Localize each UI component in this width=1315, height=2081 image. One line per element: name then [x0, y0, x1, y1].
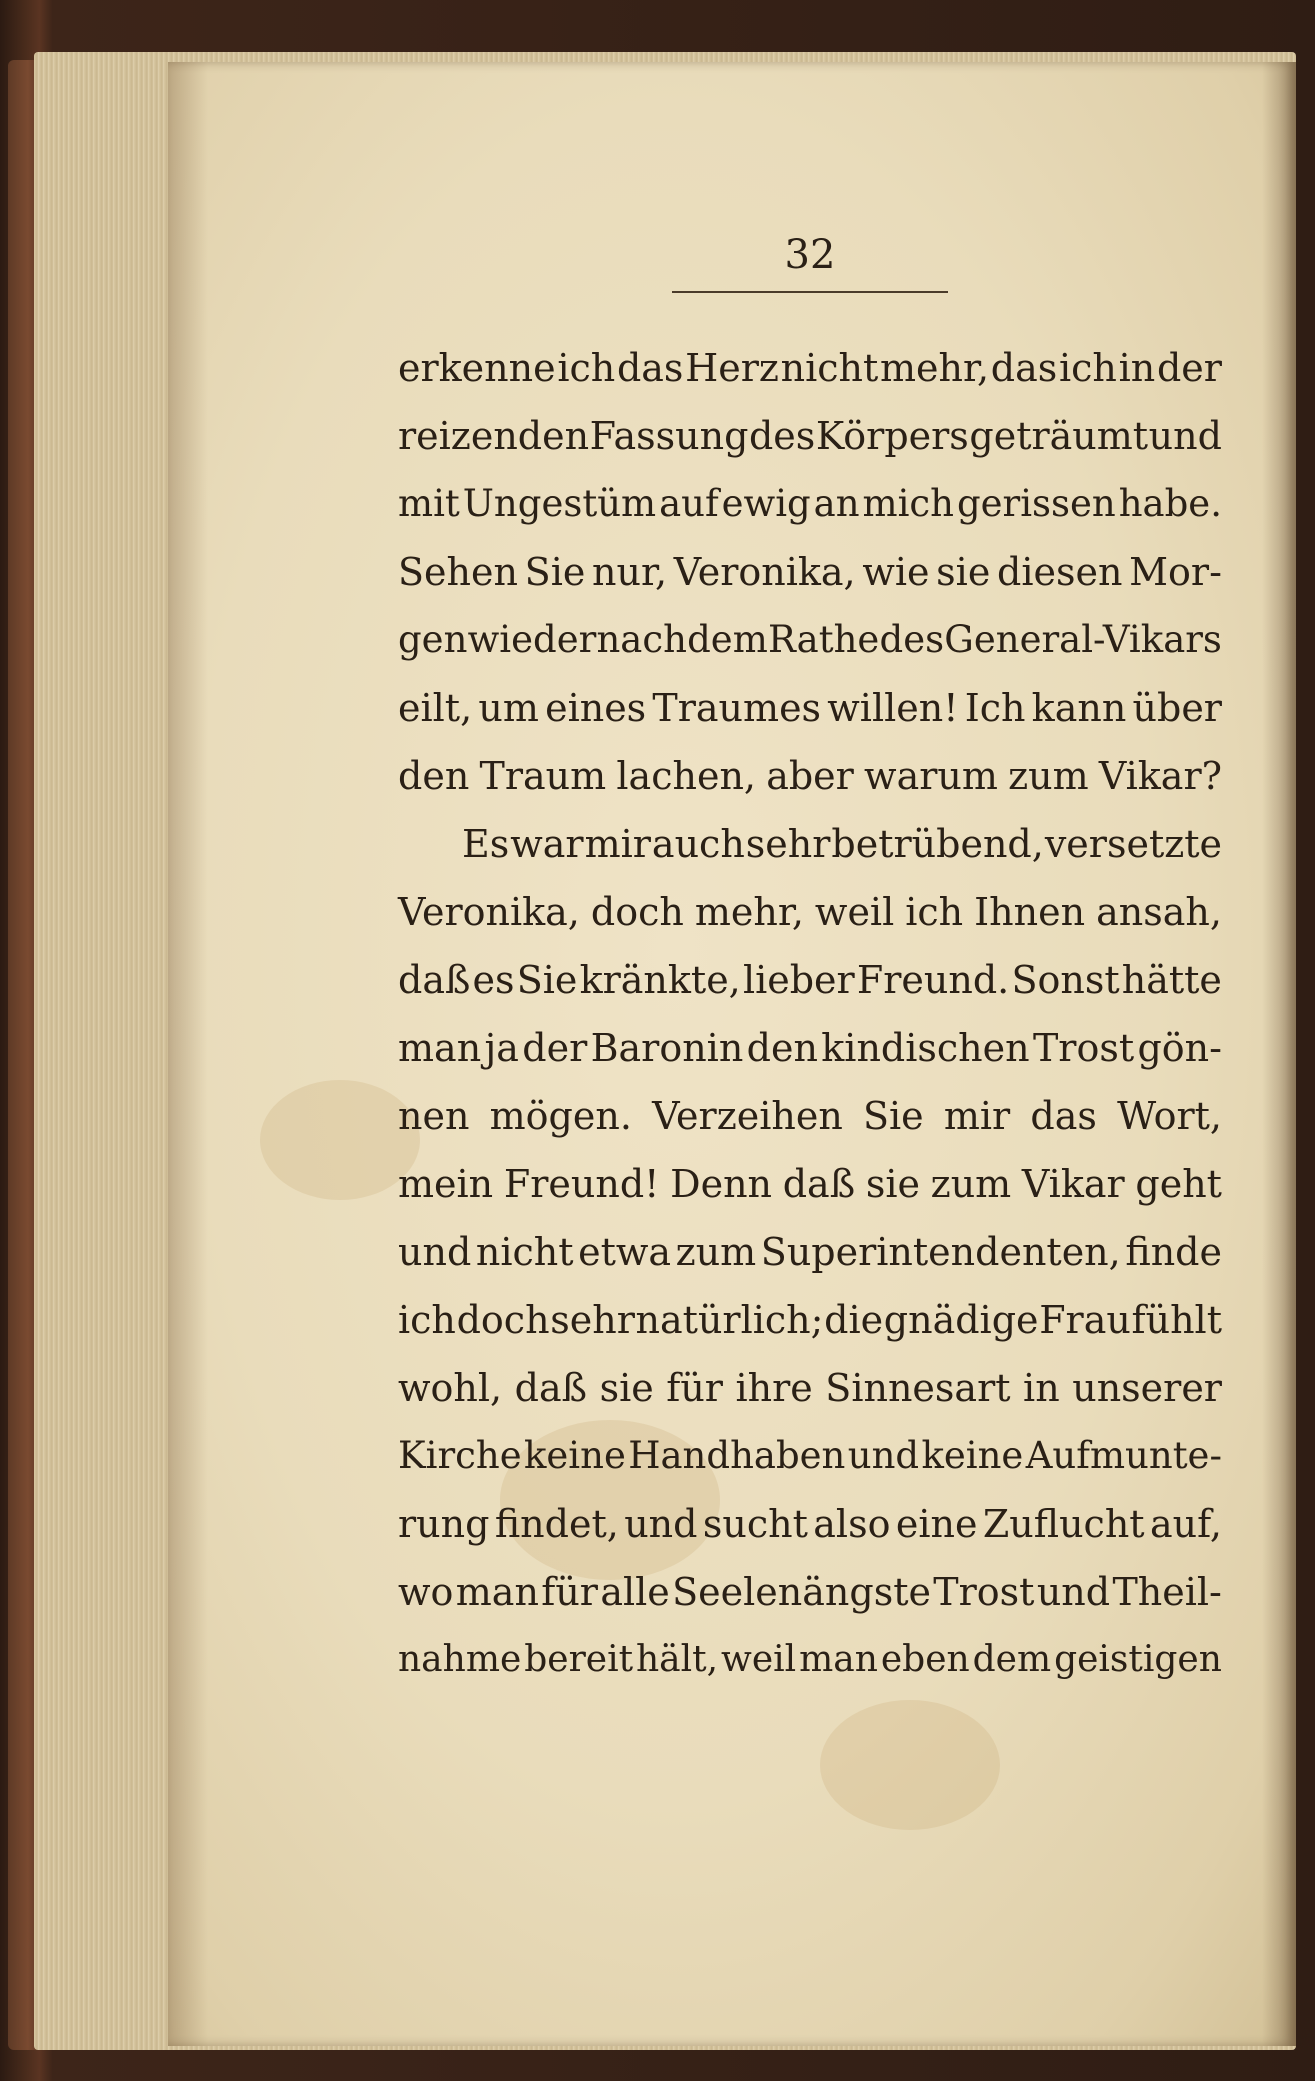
text-line: den Traum lachen, aber warum zum Vikar?	[398, 754, 1222, 798]
text-line: Es war mir auch sehr betrübend, versetzte	[462, 822, 1222, 866]
text-line: mein Freund! Denn daß sie zum Vikar geht	[398, 1162, 1222, 1206]
text-line: gen wieder nach dem Rathe des General-Vikars	[398, 618, 1222, 661]
text-line: nen mögen. Verzeihen Sie mir das Wort,	[398, 1094, 1222, 1138]
text-line: rung findet, und sucht also eine Zuflucht auf,	[398, 1502, 1222, 1546]
text-line: daß es Sie kränkte, lieber Freund. Sonst hätte	[398, 958, 1222, 1002]
text-line: erkenne ich das Herz nicht mehr, das ich in der	[398, 346, 1222, 390]
text-line: und nicht etwa zum Superintendenten, finde	[398, 1230, 1222, 1274]
text-line: wo man für alle Seelenängste Trost und Theil-	[398, 1570, 1222, 1614]
text-line: mit Ungestüm auf ewig an mich gerissen habe.	[398, 482, 1222, 525]
text-line: reizenden Fassung des Körpers geträumt und	[398, 414, 1222, 458]
text-line: eilt, um eines Traumes willen! Ich kann über	[398, 686, 1222, 730]
body-text	[398, 334, 1222, 1694]
text-line: wohl, daß sie für ihre Sinnesart in unserer	[398, 1366, 1222, 1410]
text-line: Kirche keine Handhaben und keine Aufmunte-	[398, 1434, 1222, 1477]
text-line: Sehen Sie nur, Veronika, wie sie diesen Mor-	[398, 550, 1222, 594]
page-number: 32	[784, 232, 836, 278]
page-number-rule	[672, 291, 948, 293]
text-line: nahme bereit hält, weil man eben dem geistigen	[398, 1639, 1222, 1680]
text-line: Veronika, doch mehr, weil ich Ihnen ansah,	[398, 890, 1222, 934]
text-line: man ja der Baronin den kindischen Trost gön-	[398, 1026, 1222, 1070]
text-line: ich doch sehr natürlich; die gnädige Frau fühlt	[398, 1298, 1222, 1342]
